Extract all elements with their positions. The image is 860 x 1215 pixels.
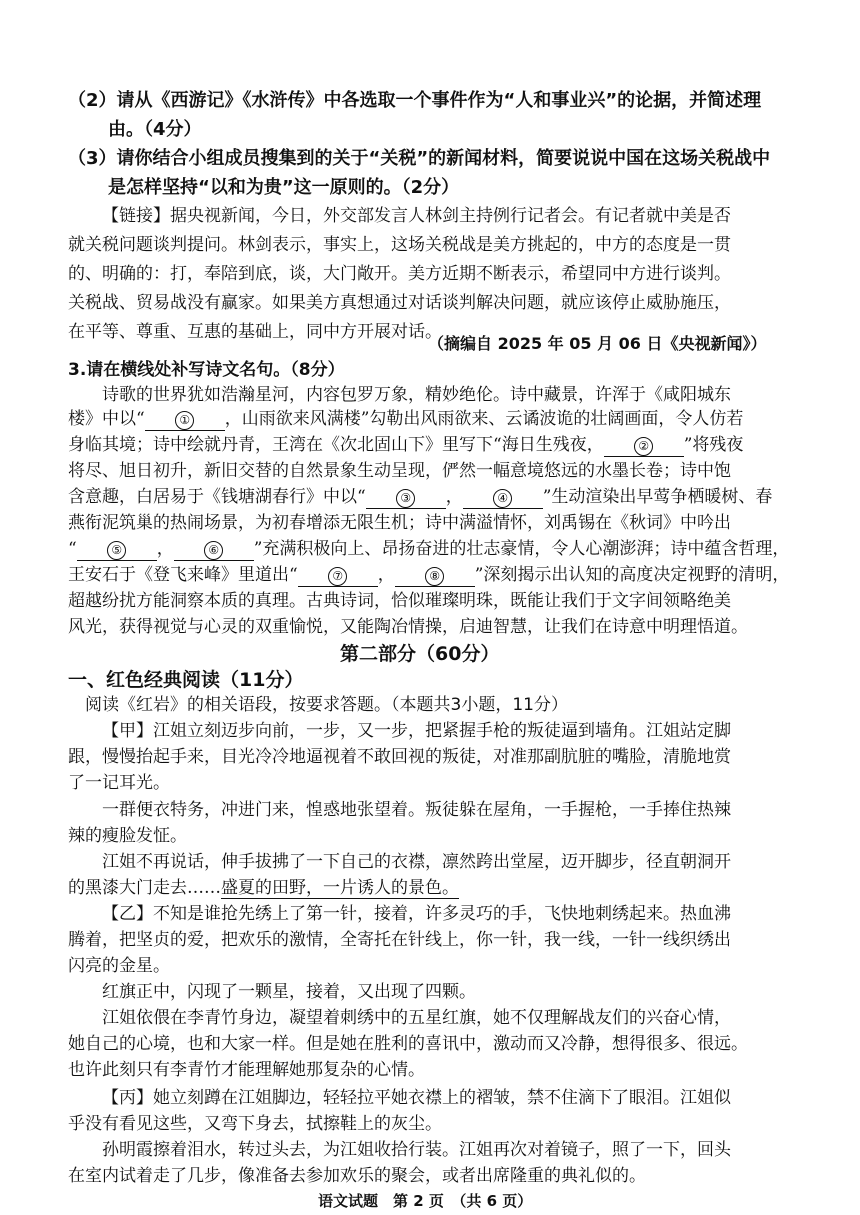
poem-line-7-text-b: ，: [156, 539, 174, 559]
poem-line-4: 将尽、旭日初升，新旧交替的自然景象生动呈现，俨然一幅意境悠远的水墨长卷；诗中饱: [68, 461, 731, 481]
link-paragraph-line-5: 在平等、尊重、互惠的基础上，同中方开展对话。: [68, 322, 442, 342]
answer-blank-8[interactable]: [395, 567, 475, 587]
poem-line-10: 风光，获得视觉与心灵的双重愉悦，又能陶冶情操，启迪智慧，让我们在诗意中明理悟道。: [68, 617, 748, 637]
answer-blank-3[interactable]: [366, 489, 446, 509]
poem-line-8-text-b: ，: [377, 565, 395, 585]
blank-marker-6: ⑥: [204, 541, 223, 560]
passage-jia-line-2: 跟，慢慢抬起手来，目光冷冷地逼视着不敢回视的叛徒，对准那副肮脏的嘴脸，清脆地赏: [68, 747, 731, 767]
poem-line-5-text-c: ”生动渲染出早莺争栖暖树、春: [542, 487, 773, 507]
question-2-line-2: 由。（4分）: [108, 119, 202, 140]
answer-blank-2[interactable]: [604, 437, 684, 457]
question-3-line-2: 是怎样坚持“以和为贵”这一原则的。（2分）: [108, 177, 460, 198]
link-paragraph-line-2: 就关税问题谈判提问。林剑表示，事实上，这场关税战是美方挑起的，中方的态度是一贯: [68, 235, 731, 255]
section-red-classics-heading: 一、红色经典阅读（11分）: [68, 669, 304, 691]
reading-instructions: 阅读《红岩》的相关语段，按要求答题。（本题共3小题，11分）: [85, 695, 568, 715]
link-source: （摘编自 2025 年 05 月 06 日《央视新闻》）: [428, 334, 767, 353]
blank-marker-7: ⑦: [328, 567, 347, 586]
passage-yi-line-7: 也许此刻只有李青竹才能理解她那复杂的心情。: [68, 1060, 425, 1080]
answer-blank-1[interactable]: [145, 411, 225, 431]
blank-marker-4: ④: [493, 489, 512, 508]
poem-line-7-text-a: “: [68, 539, 77, 559]
passage-jia-line-7: [68, 880, 459, 897]
poem-line-3: [68, 437, 743, 457]
passage-yi-line-1: 【乙】不知是谁抢先绣上了第一针，接着，许多灵巧的手，飞快地刺绣起来。热血沸: [102, 904, 731, 924]
passage-jia-line-5: 辣的瘦脸发怔。: [68, 826, 187, 846]
blank-marker-8: ⑧: [425, 567, 444, 586]
link-paragraph-line-4: 关税战、贸易战没有赢家。如果美方真想通过对话谈判解决问题，就应该停止威胁施压，: [68, 293, 731, 313]
passage-jia-line-4: 一群便衣特务，冲进门来，惶惑地张望着。叛徒躲在屋角，一手握枪，一手捧住热辣: [102, 800, 731, 820]
passage-jia-line-1: 【甲】江姐立刻迈步向前，一步，又一步，把紧握手枪的叛徒逼到墙角。江姐站定脚: [102, 721, 731, 741]
poem-line-8-text-a: 王安石于《登飞来峰》里道出“: [68, 565, 298, 585]
passage-jia-underlined-sentence: 盛夏的田野，一片诱人的景色。: [221, 878, 459, 898]
poem-question-heading: 3.请在横线处补写诗文名句。（8分）: [68, 360, 345, 380]
answer-blank-4[interactable]: [463, 489, 543, 509]
poem-line-5-text-a: 含意趣，白居易于《钱塘湖春行》中以“: [68, 487, 366, 507]
passage-jia-line-6: 江姐不再说话，伸手拔拂了一下自己的衣襟，凛然跨出堂屋，迈开脚步，径直朝洞开: [102, 852, 731, 872]
poem-line-1: 诗歌的世界犹如浩瀚星河，内容包罗万象，精妙绝伦。诗中藏景，许浑于《咸阳城东: [102, 385, 731, 405]
passage-jia-line-7-text: 的黑漆大门走去……: [68, 878, 221, 898]
passage-bing-line-2: 乎没有看见这些，又弯下身去，拭擦鞋上的灰尘。: [68, 1114, 442, 1134]
blank-marker-2: ②: [634, 437, 653, 456]
link-paragraph-line-1: 【链接】据央视新闻，今日，外交部发言人林剑主持例行记者会。有记者就中美是否: [102, 206, 731, 226]
answer-blank-6[interactable]: [174, 541, 254, 561]
passage-bing-line-4: 在室内试着走了几步，像准备去参加欢乐的聚会，或者出席隆重的典礼似的。: [68, 1166, 646, 1186]
poem-line-2-text-b: ，山雨欲来风满楼”勾勒出风雨欲来、云谲波诡的壮阔画面，令人仿若: [224, 409, 744, 429]
passage-yi-line-5: 江姐依偎在李青竹身边，凝望着刺绣中的五星红旗，她不仅理解战友们的兴奋心情，: [102, 1008, 731, 1028]
passage-yi-line-6: 她自己的心境，也和大家一样。但是她在胜利的喜讯中，激动而又冷静，想得很多、很远。: [68, 1034, 748, 1054]
poem-line-3-text-b: ”将残夜: [683, 435, 744, 455]
poem-line-2: [68, 411, 743, 431]
passage-yi-line-2: 腾着，把坚贞的爱，把欢乐的激情，全寄托在针线上，你一针，我一线，一针一线织绣出: [68, 930, 731, 950]
page-footer: 语文试题 第 2 页 （共 6 页）: [318, 1192, 533, 1210]
blank-marker-1: ①: [175, 411, 194, 430]
poem-line-5-text-b: ，: [445, 487, 463, 507]
passage-bing-line-1: 【丙】她立刻蹲在江姐脚边，轻轻拉平她衣襟上的褶皱，禁不住滴下了眼泪。江姐似: [102, 1088, 731, 1108]
passage-jia-line-3: 了一记耳光。: [68, 773, 170, 793]
question-3-line-1: （3）请你结合小组成员搜集到的关于“关税”的新闻材料，简要说说中国在这场关税战中: [68, 148, 771, 169]
poem-line-2-text-a: 楼》中以“: [68, 409, 145, 429]
poem-line-6: 燕衔泥筑巢的热闹场景，为初春增添无限生机；诗中满溢情怀，刘禹锡在《秋词》中吟出: [68, 513, 731, 533]
poem-line-7: [68, 541, 789, 561]
question-2-line-1: （2）请从《西游记》《水浒传》中各选取一个事件作为“人和事业兴”的论据，并简述理: [68, 90, 762, 111]
answer-blank-5[interactable]: [77, 541, 157, 561]
part-two-title: 第二部分（60分）: [340, 643, 500, 665]
answer-blank-7[interactable]: [298, 567, 378, 587]
passage-yi-line-3: 闪亮的金星。: [68, 956, 170, 976]
poem-line-8-text-c: ”深刻揭示出认知的高度决定视野的清明，: [474, 565, 790, 585]
passage-bing-line-3: 孙明霞擦着泪水，转过头去，为江姐收拾行装。江姐再次对着镜子，照了一下，回头: [102, 1140, 731, 1160]
poem-line-3-text-a: 身临其境；诗中绘就丹青，王湾在《次北固山下》里写下“海日生残夜，: [68, 435, 604, 455]
blank-marker-3: ③: [396, 489, 415, 508]
link-paragraph-line-3: 的、明确的：打，奉陪到底，谈，大门敞开。美方近期不断表示，希望同中方进行谈判。: [68, 264, 731, 284]
poem-line-9: 超越纷扰方能洞察本质的真理。古典诗词，恰似璀璨明珠，既能让我们于文字间领略绝美: [68, 591, 731, 611]
poem-line-8: [68, 567, 789, 587]
blank-marker-5: ⑤: [107, 541, 126, 560]
passage-yi-line-4: 红旗正中，闪现了一颗星，接着，又出现了四颗。: [102, 982, 476, 1002]
poem-line-7-text-c: ”充满积极向上、昂扬奋进的壮志豪情，令人心潮澎湃；诗中蕴含哲理，: [253, 539, 790, 559]
poem-line-5: [68, 489, 772, 509]
